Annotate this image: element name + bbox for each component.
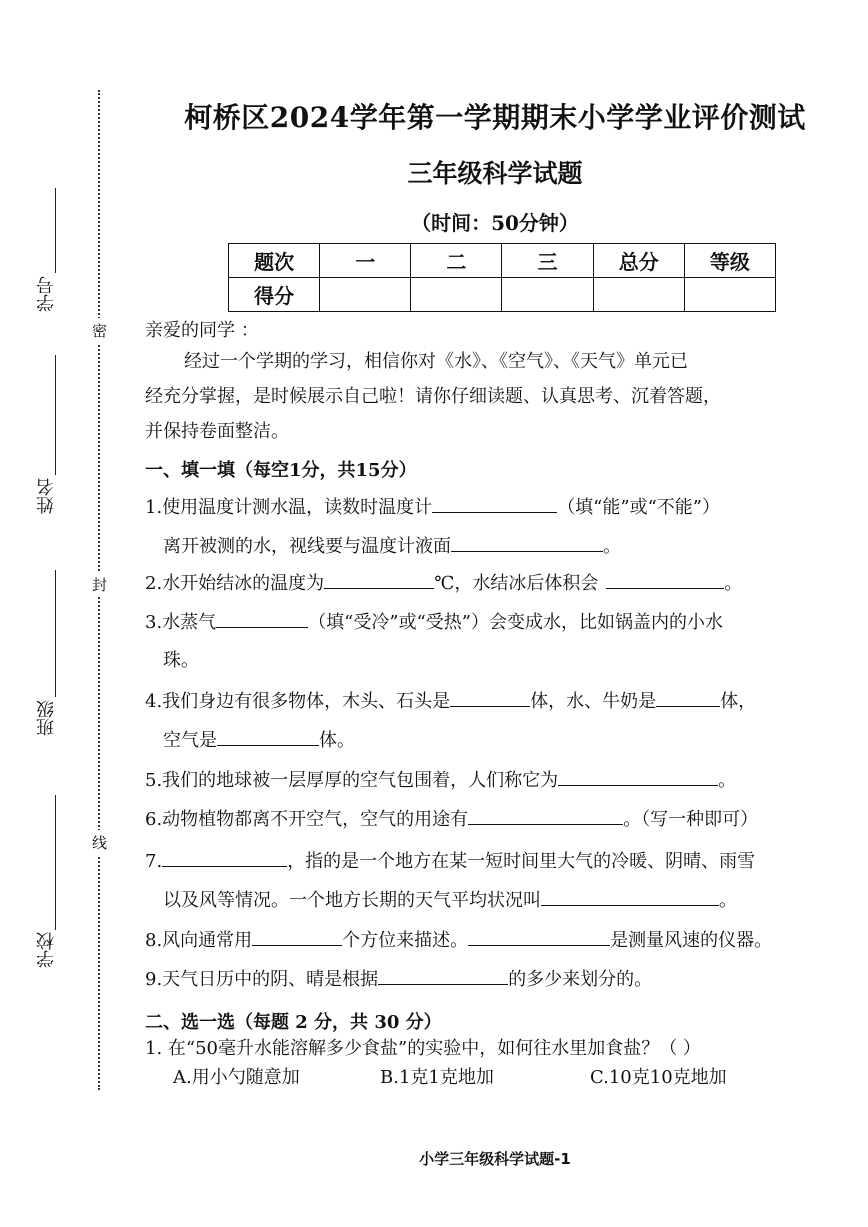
q8-blank-2[interactable]: [468, 927, 610, 946]
name-label: 姓名: [36, 478, 57, 514]
score-header-cell: 总分: [593, 244, 684, 278]
school-blank[interactable]: [55, 795, 56, 930]
q8-text-a: 8.风向通常用: [145, 930, 253, 951]
choice-option-c[interactable]: C.10克10克地加: [590, 1067, 727, 1088]
q1-blank-1[interactable]: [432, 494, 557, 513]
q2-text-b: ℃，水结冰后体积会: [434, 573, 599, 594]
score-table-header-row: [229, 244, 776, 278]
q8-text-b: 个方位来描述。: [342, 930, 469, 951]
q2-text-c: 。: [724, 573, 743, 594]
score-header-cell: 三: [502, 244, 593, 278]
q4-text-c: 体，: [720, 691, 757, 712]
q3-blank[interactable]: [216, 609, 308, 628]
seal-char-feng: 封: [92, 572, 107, 597]
question-4-line-1: [145, 688, 756, 713]
score-cell[interactable]: [320, 278, 411, 312]
choice-option-b[interactable]: B.1克1克地加: [380, 1067, 494, 1088]
score-header-cell: 二: [411, 244, 502, 278]
section-1-heading: 一、填一填（每空1分，共15分）: [145, 460, 417, 481]
question-3-line-2: 珠。: [163, 650, 199, 671]
score-cell[interactable]: [684, 278, 775, 312]
q7-text-b: ，指的是一个地方在某一短时间里大气的冷暖、阴晴、雨雪: [287, 851, 756, 872]
q7-text-a: 7.: [145, 851, 163, 872]
section-2-heading: 二、选一选（每题 2 分，共 30 分）: [145, 1012, 442, 1033]
intro-line-2: 经充分掌握，是时候展示自己啦！请你仔细读题、认真思考、沉着答题，: [145, 386, 721, 407]
page-title: 柯桥区2024学年第一学期期末小学学业评价测试: [184, 101, 806, 134]
question-8: [145, 927, 772, 952]
class-blank[interactable]: [55, 570, 56, 697]
question-2: [145, 570, 742, 595]
q5-blank[interactable]: [558, 767, 718, 786]
greeting: 亲爱的同学 ：: [145, 320, 259, 341]
question-3-line-1: [145, 609, 723, 634]
choice-question-1: 1. 在“50毫升水能溶解多少食盐”的实验中，如何往水里加食盐？（ ）: [145, 1038, 701, 1059]
page-footer: 小学三年级科学试题-1: [419, 1150, 571, 1168]
score-table: [228, 243, 776, 312]
intro-line-3: 并保持卷面整洁。: [145, 421, 289, 442]
choice-option-a[interactable]: A.用小勺随意加: [173, 1067, 300, 1088]
exam-time: （时间：50分钟）: [411, 211, 579, 235]
question-4-line-2: [163, 727, 355, 752]
q1-text-b: （填“能”或“不能”）: [557, 497, 720, 518]
q1-text-a: 1.使用温度计测水温，读数时温度计: [145, 497, 433, 518]
q6-text-a: 6.动物植物都离不开空气，空气的用途有: [145, 809, 469, 830]
q9-text-a: 9.天气日历中的阴、晴是根据: [145, 969, 379, 990]
score-cell[interactable]: [411, 278, 502, 312]
intro-line-1: 经过一个学期的学习，相信你对《水》、《空气》、《天气》单元已: [184, 351, 688, 372]
q8-blank-1[interactable]: [252, 927, 342, 946]
question-1-line-2: [163, 533, 621, 558]
question-7-line-1: [145, 848, 755, 873]
q2-text-a: 2.水开始结冰的温度为: [145, 573, 325, 594]
q1-blank-2[interactable]: [451, 533, 603, 552]
student-id-blank[interactable]: [55, 188, 56, 273]
class-label: 班级: [36, 700, 57, 736]
q7-text-c: 以及风等情况。一个地方长期的天气平均状况叫: [163, 890, 541, 911]
score-cell[interactable]: [593, 278, 684, 312]
score-table-score-row: [229, 278, 776, 312]
q2-blank-1[interactable]: [324, 570, 434, 589]
question-5: [145, 767, 736, 792]
score-row-label: 得分: [229, 278, 320, 312]
q9-blank[interactable]: [378, 966, 508, 985]
seal-char-xian: 线: [92, 830, 107, 855]
q4-text-b: 体，水、牛奶是: [530, 691, 657, 712]
question-1-line-1: [145, 494, 720, 519]
q4-blank-2[interactable]: [656, 688, 720, 707]
q5-text-a: 5.我们的地球被一层厚厚的空气包围着，人们称它为: [145, 770, 559, 791]
score-header-cell: 等级: [684, 244, 775, 278]
name-blank[interactable]: [55, 355, 56, 475]
q4-text-e: 体。: [319, 730, 355, 751]
q1-text-d: 。: [603, 536, 621, 557]
q3-text-b: （填“受冷”或“受热”）会变成水，比如锅盖内的小水: [308, 612, 723, 633]
q7-blank-2[interactable]: [541, 887, 719, 906]
seal-char-mi: 密: [92, 318, 107, 343]
q6-text-b: 。（写一种即可）: [623, 809, 759, 830]
q4-text-d: 空气是: [163, 730, 217, 751]
score-header-cell: 题次: [229, 244, 320, 278]
q4-blank-1[interactable]: [450, 688, 530, 707]
q9-text-b: 的多少来划分的。: [508, 969, 653, 990]
score-cell[interactable]: [502, 278, 593, 312]
question-6: [145, 806, 758, 831]
question-7-line-2: [163, 887, 737, 912]
q7-blank-1[interactable]: [162, 848, 287, 867]
q5-text-b: 。: [718, 770, 737, 791]
q4-text-a: 4.我们身边有很多物体，木头、石头是: [145, 691, 451, 712]
student-id-label: 学号: [36, 276, 57, 312]
school-label: 学校: [36, 932, 57, 968]
score-header-cell: 一: [320, 244, 411, 278]
q8-text-c: 是测量风速的仪器。: [610, 930, 773, 951]
question-9: [145, 966, 652, 991]
q7-text-d: 。: [719, 890, 737, 911]
page-subtitle: 三年级科学试题: [407, 159, 583, 188]
q1-text-c: 离开被测的水，视线要与温度计液面: [163, 536, 451, 557]
q3-text-a: 3.水蒸气: [145, 612, 217, 633]
q6-blank[interactable]: [468, 806, 623, 825]
q4-blank-3[interactable]: [217, 727, 319, 746]
q2-blank-2[interactable]: [606, 570, 724, 589]
